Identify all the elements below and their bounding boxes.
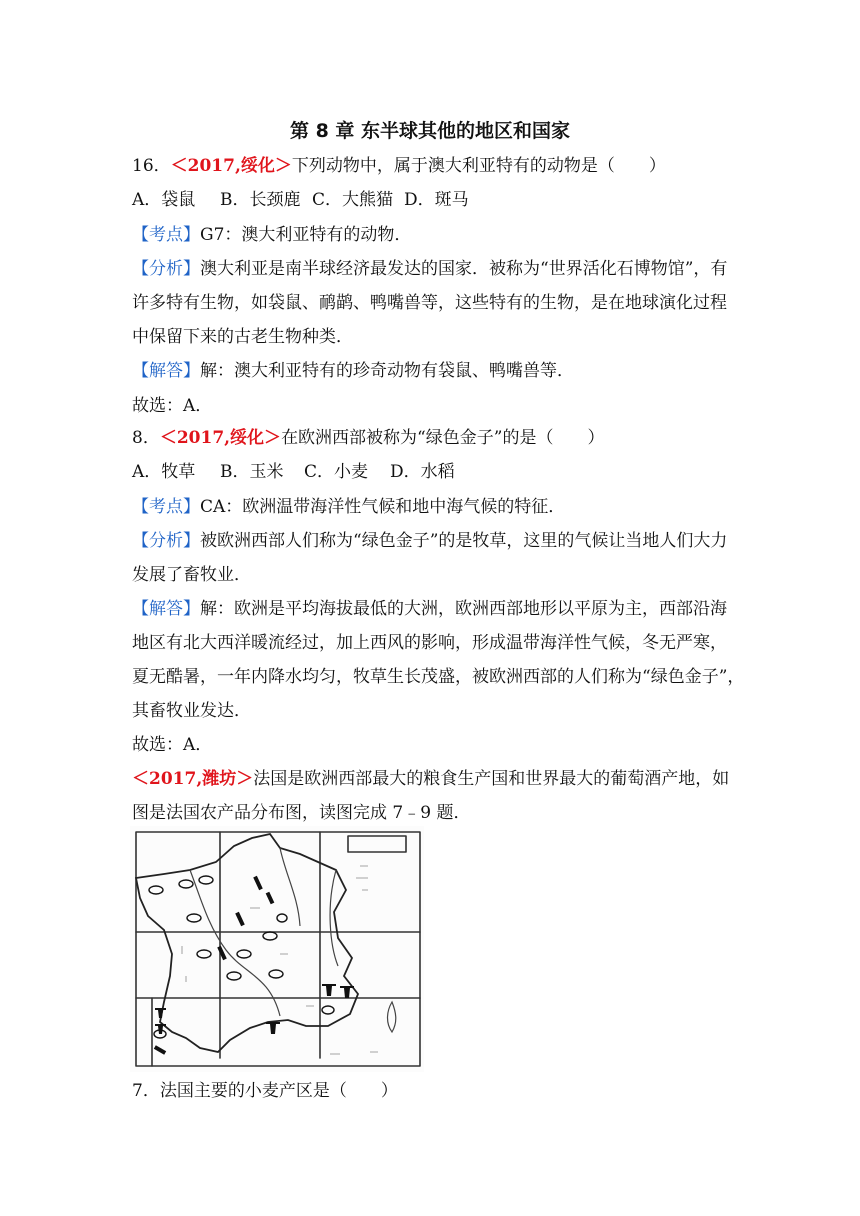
group-source: ＜2017,潍坊＞ [132,769,254,789]
q8-jieda-line-3: 夏无酷暑，一年内降水均匀，牧草生长茂盛，被欧洲西部的人们称为“绿色金子”， [132,667,745,687]
france-agriculture-map [130,826,424,1072]
group-intro-text-1: 法国是欧洲西部最大的粮食生产国和世界最大的葡萄酒产地，如 [253,769,730,789]
q8-jieda-line-2: 地区有北大西洋暖流经过，加上西风的影响，形成温带海洋性气候，冬无严寒， [132,633,727,653]
q16-jieda-text: 解：澳大利亚特有的珍奇动物有袋鼠、鸭嘴兽等． [200,361,574,381]
q16-number: 16． [132,156,171,176]
q16-options [132,189,469,211]
fenxi-label: 【分析】 [132,259,200,279]
q8-jieda-line-4: 其畜牧业发达． [132,701,251,721]
q16-kaodian [132,224,411,246]
q16-fenxi-line-2: 许多特有生物，如袋鼠、鸸鹋、鸭嘴兽等，这些特有的生物，是在地球演化过程 [132,293,727,313]
jieda-label: 【解答】 [132,599,200,619]
q8-answer: 故选：A． [132,735,213,755]
chapter-title: 第 8 章 东半球其他的地区和国家 [289,120,571,142]
q8-option-b: B．玉米 [220,462,284,482]
q16-option-a: A．袋鼠 [132,190,196,210]
kaodian-label: 【考点】 [132,497,200,517]
q16-source: ＜2017,绥化＞ [170,156,292,176]
q8-fenxi-line-2: 发展了畜牧业． [132,565,251,585]
q16-stem-line [132,155,666,177]
q16-option-b: B．长颈鹿 [220,190,301,210]
group-intro-line-1 [132,768,729,790]
q16-option-d: D．斑马 [404,190,469,210]
q8-options [132,461,455,483]
q8-option-c: C．小麦 [304,462,369,482]
q8-option-d: D．水稻 [390,462,455,482]
jieda-label: 【解答】 [132,361,200,381]
q16-answer: 故选：A． [132,396,213,416]
q8-stem-line [132,427,604,449]
q16-fenxi-line-3: 中保留下来的古老生物种类． [132,327,353,347]
q16-stem: 下列动物中，属于澳大利亚特有的动物是（ ） [291,156,666,176]
group-intro-line-2: 图是法国农产品分布图，读图完成 7﹣9 题． [132,803,471,823]
q16-kaodian-text: G7：澳大利亚特有的动物． [200,225,412,245]
q8-option-a: A．牧草 [132,462,196,482]
fenxi-label: 【分析】 [132,531,200,551]
q8-jieda-line-1 [132,598,727,620]
q8-stem: 在欧洲西部被称为“绿色金子”的是（ ） [281,428,605,448]
q8-source: ＜2017,绥化＞ [159,428,282,448]
q8-kaodian-text: CA：欧洲温带海洋性气候和地中海气候的特征． [200,497,566,517]
kaodian-label: 【考点】 [132,225,200,245]
q8-fenxi-line-1 [132,530,727,552]
q7-stem: 7．法国主要的小麦产区是（ ） [132,1081,398,1101]
q8-jieda-text-1: 解：欧洲是平均海拔最低的大洲，欧洲西部地形以平原为主，西部沿海 [200,599,727,619]
q16-jieda [132,360,574,382]
q16-fenxi-text-1: 澳大利亚是南半球经济最发达的国家．被称为“世界活化石博物馆”，有 [200,259,728,279]
q8-kaodian [132,496,565,518]
q16-option-c: C．大熊猫 [312,190,394,210]
q16-fenxi-line-1 [132,258,727,280]
q8-fenxi-text-1: 被欧洲西部人们称为“绿色金子”的是牧草，这里的气候让当地人们大力 [200,531,728,551]
q8-number: 8． [132,428,160,448]
